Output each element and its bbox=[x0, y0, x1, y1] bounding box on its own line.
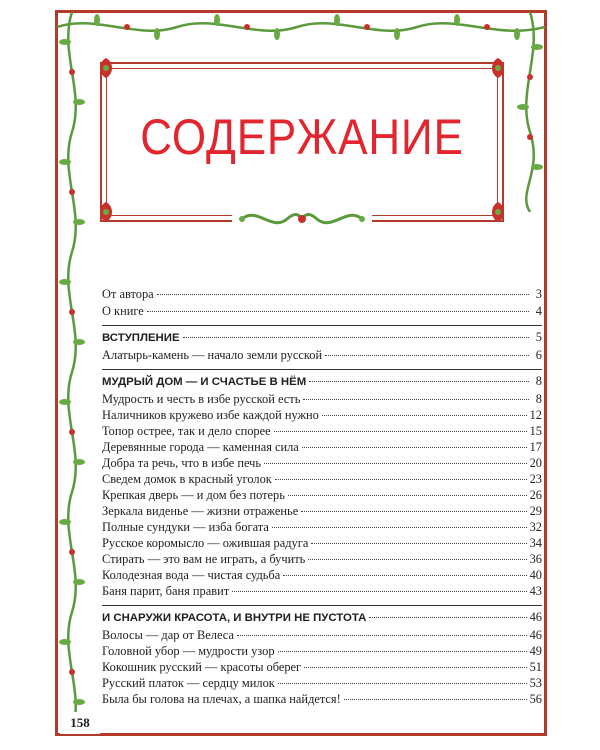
toc-entry-page: 8 bbox=[535, 374, 542, 388]
toc-entry[interactable] bbox=[102, 691, 542, 707]
scroll-ornament-icon bbox=[232, 206, 372, 232]
corner-ornament-icon bbox=[94, 56, 118, 80]
toc-entry[interactable] bbox=[102, 519, 542, 535]
toc-entry[interactable] bbox=[102, 535, 542, 551]
toc-entry-title: Алатырь-камень — начало земли русской bbox=[102, 348, 323, 362]
dot-leader bbox=[301, 511, 526, 512]
toc-entry-title: Головной убор — мудрости узор bbox=[102, 644, 275, 658]
section-divider bbox=[102, 605, 542, 606]
dot-leader bbox=[272, 527, 527, 528]
dot-leader bbox=[275, 479, 527, 480]
toc-entry-page: 23 bbox=[529, 472, 542, 486]
dot-leader bbox=[274, 431, 527, 432]
toc-entry-page: 40 bbox=[529, 568, 542, 582]
dot-leader bbox=[288, 495, 527, 496]
toc-entry-title: Деревянные города — каменная сила bbox=[102, 440, 299, 454]
toc-entry-title: Колодезная вода — чистая судьба bbox=[102, 568, 281, 582]
toc-section-heading[interactable] bbox=[102, 373, 542, 389]
toc-entry-title: МУДРЫЙ ДОМ — И СЧАСТЬЕ В НЁМ bbox=[102, 376, 307, 388]
toc-entry-page: 46 bbox=[529, 610, 542, 624]
toc-entry[interactable] bbox=[102, 455, 542, 471]
toc-entry-title: Русский платок — сердцу милок bbox=[102, 676, 275, 690]
floral-vine-left bbox=[57, 12, 87, 732]
toc-entry-page: 5 bbox=[535, 330, 542, 344]
toc-entry[interactable] bbox=[102, 583, 542, 599]
toc-entry-page: 20 bbox=[529, 456, 542, 470]
toc-entry-page: 34 bbox=[529, 536, 542, 550]
toc-entry[interactable] bbox=[102, 286, 542, 302]
toc-entry[interactable] bbox=[102, 503, 542, 519]
dot-leader bbox=[278, 683, 527, 684]
toc-entry-page: 36 bbox=[529, 552, 542, 566]
dot-leader bbox=[311, 543, 526, 544]
toc-entry[interactable] bbox=[102, 391, 542, 407]
toc-entry-title: Волосы — дар от Велеса bbox=[102, 628, 234, 642]
toc-entry-title: Баня парит, баня правит bbox=[102, 584, 230, 598]
toc-entry-title: Топор острее, так и дело спорее bbox=[102, 424, 271, 438]
toc-entry[interactable] bbox=[102, 659, 542, 675]
toc-entry-page: 3 bbox=[535, 287, 542, 301]
floral-vine-top bbox=[57, 12, 545, 42]
toc-entry-page: 6 bbox=[535, 348, 542, 362]
corner-ornament-icon bbox=[486, 200, 510, 224]
corner-ornament-icon bbox=[486, 56, 510, 80]
section-divider bbox=[102, 369, 542, 370]
toc-entry-page: 32 bbox=[529, 520, 542, 534]
toc-entry-title: Наличников кружево избе каждой нужно bbox=[102, 408, 319, 422]
toc-entry-page: 46 bbox=[529, 628, 542, 642]
toc-entry-title: Русское коромысло — ожившая радуга bbox=[102, 536, 309, 550]
dot-leader bbox=[232, 591, 526, 592]
toc-entry[interactable] bbox=[102, 675, 542, 691]
toc-entry-title: Мудрость и честь в избе русской есть bbox=[102, 392, 301, 406]
toc-entry-title: Стирать — это вам не играть, а бучить bbox=[102, 552, 306, 566]
toc-entry-title: Была бы голова на плечах, а шапка найдется! bbox=[102, 692, 341, 706]
toc-entry-title: От автора bbox=[102, 287, 154, 301]
dot-leader bbox=[147, 311, 529, 312]
toc-entry[interactable] bbox=[102, 407, 542, 423]
toc-entry-page: 43 bbox=[529, 584, 542, 598]
toc-entry[interactable] bbox=[102, 439, 542, 455]
dot-leader bbox=[369, 617, 526, 618]
toc-entry[interactable] bbox=[102, 567, 542, 583]
toc-section-heading[interactable] bbox=[102, 609, 542, 625]
dot-leader bbox=[303, 399, 529, 400]
toc-entry[interactable] bbox=[102, 347, 542, 363]
toc-entry-page: 49 bbox=[529, 644, 542, 658]
toc-entry[interactable] bbox=[102, 423, 542, 439]
section-divider bbox=[102, 325, 542, 326]
dot-leader bbox=[264, 463, 527, 464]
dot-leader bbox=[237, 635, 527, 636]
toc-entry-title: Крепкая дверь — и дом без потерь bbox=[102, 488, 285, 502]
toc-entry-page: 26 bbox=[529, 488, 542, 502]
toc-entry-page: 51 bbox=[529, 660, 542, 674]
toc-entry-title: Сведем домок в красный уголок bbox=[102, 472, 272, 486]
dot-leader bbox=[157, 294, 529, 295]
page-title: СОДЕРЖАНИЕ bbox=[140, 109, 464, 165]
toc-entry-page: 17 bbox=[529, 440, 542, 454]
dot-leader bbox=[283, 575, 526, 576]
toc-entry-title: Полные сундуки — изба богата bbox=[102, 520, 269, 534]
dot-leader bbox=[322, 415, 527, 416]
dot-leader bbox=[309, 381, 529, 382]
toc-entry[interactable] bbox=[102, 487, 542, 503]
dot-leader bbox=[278, 651, 527, 652]
toc-entry-page: 4 bbox=[535, 304, 542, 318]
toc-entry-title: Кокошник русский — красоты оберег bbox=[102, 660, 302, 674]
toc-entry-page: 29 bbox=[529, 504, 542, 518]
toc-entry-page: 15 bbox=[529, 424, 542, 438]
toc-entry[interactable] bbox=[102, 551, 542, 567]
floral-vine-right bbox=[515, 12, 545, 212]
dot-leader bbox=[302, 447, 527, 448]
toc-entry-title: Добра та речь, что в избе печь bbox=[102, 456, 262, 470]
toc-entry-title: И СНАРУЖИ КРАСОТА, И ВНУТРИ НЕ ПУСТОТА bbox=[102, 612, 367, 624]
toc-entry-page: 12 bbox=[529, 408, 542, 422]
toc-entry-page: 56 bbox=[529, 692, 542, 706]
toc-entry-page: 8 bbox=[535, 392, 542, 406]
toc-entry-title: О книге bbox=[102, 304, 144, 318]
dot-leader bbox=[304, 667, 526, 668]
toc-section-heading[interactable] bbox=[102, 329, 542, 345]
dot-leader bbox=[344, 699, 527, 700]
corner-ornament-icon bbox=[94, 200, 118, 224]
dot-leader bbox=[183, 337, 529, 338]
dot-leader bbox=[325, 355, 529, 356]
toc-entry-title: Зеркала виденье — жизни отраженье bbox=[102, 504, 299, 518]
toc-entry-title: ВСТУПЛЕНИЕ bbox=[102, 332, 180, 344]
toc-entry-page: 53 bbox=[529, 676, 542, 690]
dot-leader bbox=[308, 559, 526, 560]
page-number: 158 bbox=[60, 712, 100, 734]
toc-entry[interactable] bbox=[102, 643, 542, 659]
toc-entry[interactable] bbox=[102, 627, 542, 643]
toc-entry[interactable] bbox=[102, 303, 542, 319]
toc-entry[interactable] bbox=[102, 471, 542, 487]
